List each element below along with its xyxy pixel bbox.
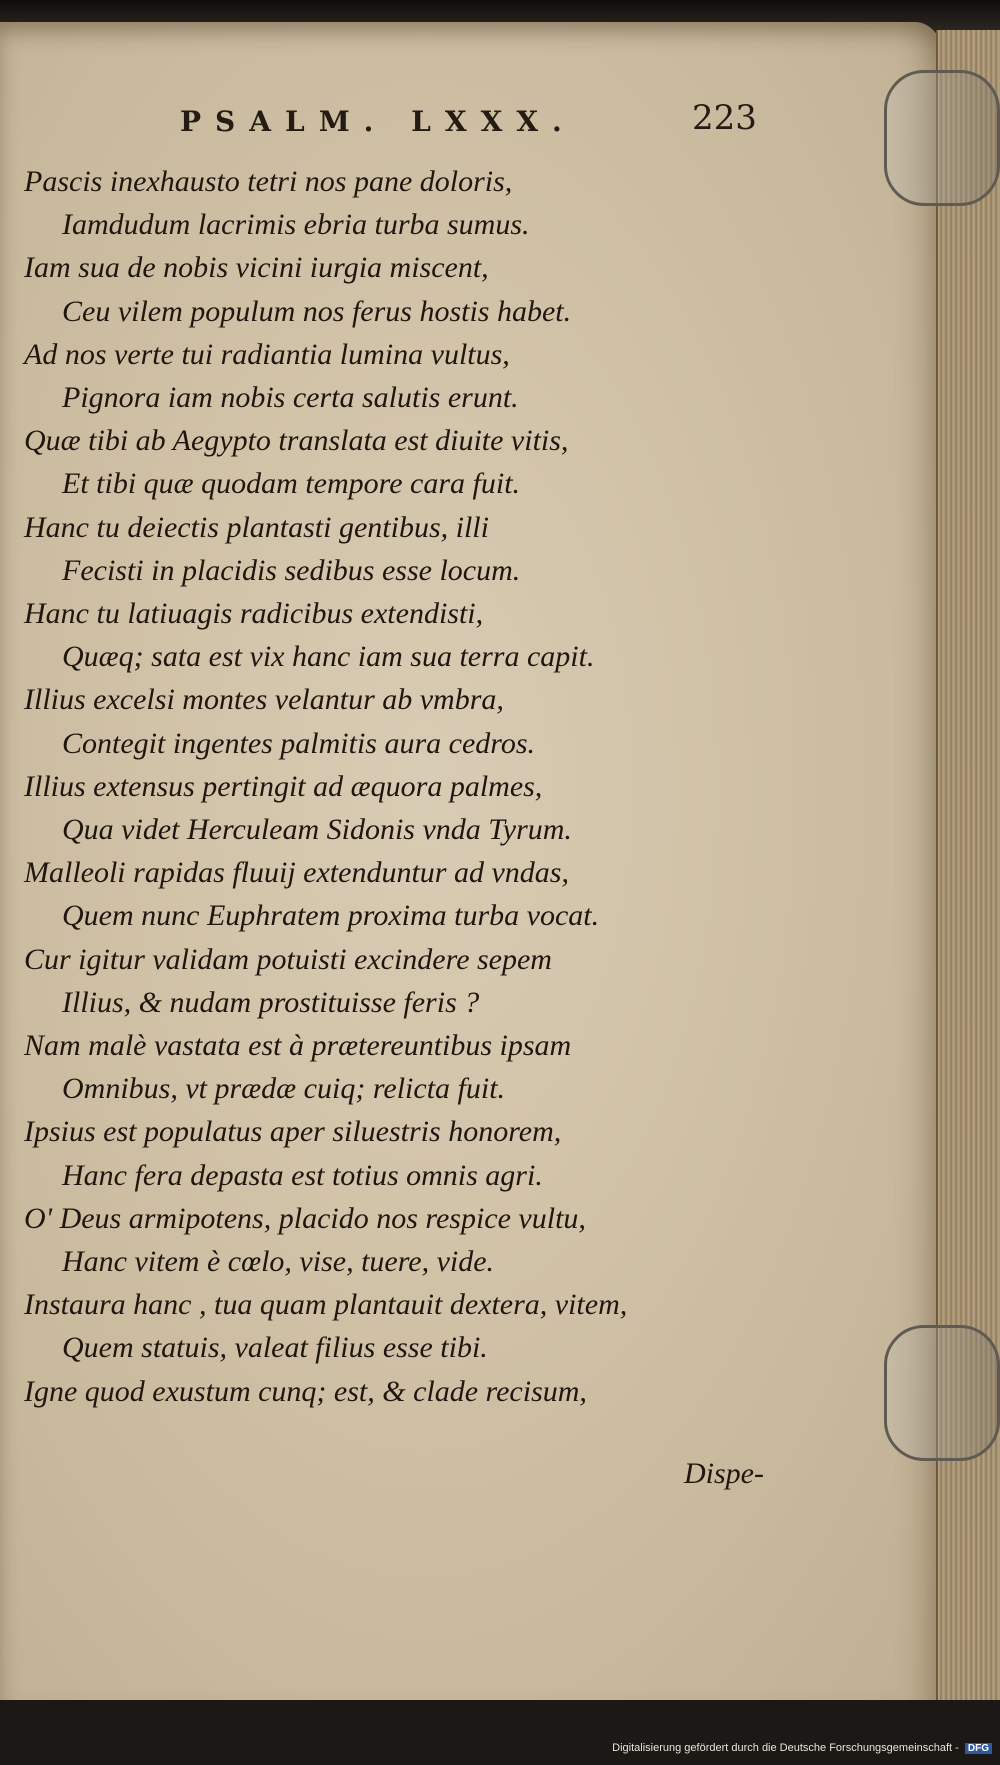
verse-line-indented: Hanc vitem è cœlo, vise, tuere, vide. [62,1245,495,1278]
verse-line: Nam malè vastata est à prætereuntibus ipsam [24,1029,572,1062]
verse-line-indented: Illius, & nudam prostituisse feris ? [62,985,480,1019]
verse-line: Quæ tibi ab Aegypto translata est diuite vitis, [24,424,569,458]
page-stack-edge [936,30,1000,1730]
credit-text: Digitalisierung gefördert durch die Deutsche Forschungsgemeinschaft - [612,1742,959,1754]
dfg-logo: DFG [965,1743,992,1754]
verse-line-indented: Fecisti in placidis sedibus esse locum. [62,553,521,587]
verse-line-indented: Qua videt Herculeam Sidonis vnda Tyrum. [62,813,572,846]
catchword: Dispe- [684,1457,764,1490]
verse-line: Ipsius est populatus aper siluestris honorem, [24,1115,562,1149]
running-head: PSALM. LXXX. [180,105,576,138]
verse-line-indented: Quem nunc Euphratem proxima turba vocat. [62,899,600,933]
verse-line-indented: Quem statuis, valeat filius esse tibi. [62,1331,488,1365]
verse-line-indented: Ceu vilem populum nos ferus hostis habet. [62,294,572,328]
verse-line: Hanc tu deiectis plantasti gentibus, illi [24,510,489,544]
verse-line: Cur igitur validam potuisti excindere sepem [24,942,552,976]
verse-line: Ad nos verte tui radiantia lumina vultus, [24,337,510,371]
verse-line: Pascis inexhausto tetri nos pane doloris, [24,165,513,198]
verse-line: Illius excelsi montes velantur ab vmbra, [24,683,504,717]
page-clip-top [884,70,1000,206]
verse-line: Malleoli rapidas fluuij extenduntur ad vndas, [24,856,569,890]
verse-line: Iam sua de nobis vicini iurgia miscent, [24,251,489,285]
verse-line: Instaura hanc , tua quam plantauit dextera, vitem, [24,1288,628,1322]
verse-line-indented: Omnibus, vt prædæ cuiq; relicta fuit. [62,1072,506,1106]
verse-line: Igne quod exustum cunq; est, & clade recisum, [24,1374,587,1408]
verse-line: Illius extensus pertingit ad æquora palmes, [24,769,543,803]
bottom-margin [0,1700,1000,1765]
verse-line-indented: Et tibi quæ quodam tempore cara fuit. [62,467,521,501]
page-number: 223 [692,98,757,138]
verse-line-indented: Quæq; sata est vix hanc iam sua terra capit. [62,640,595,674]
verse-line-indented: Pignora iam nobis certa salutis erunt. [62,381,519,414]
page-clip-bottom [884,1325,1000,1461]
verse-line: O' Deus armipotens, placido nos respice vultu, [24,1201,586,1235]
verse-line-indented: Hanc fera depasta est totius omnis agri. [62,1158,543,1192]
verse-line-indented: Iamdudum lacrimis ebria turba sumus. [62,208,530,242]
verse-line-indented: Contegit ingentes palmitis aura cedros. [62,726,536,760]
digitization-credit [612,1742,992,1754]
verse-line: Hanc tu latiuagis radicibus extendisti, [24,597,484,630]
